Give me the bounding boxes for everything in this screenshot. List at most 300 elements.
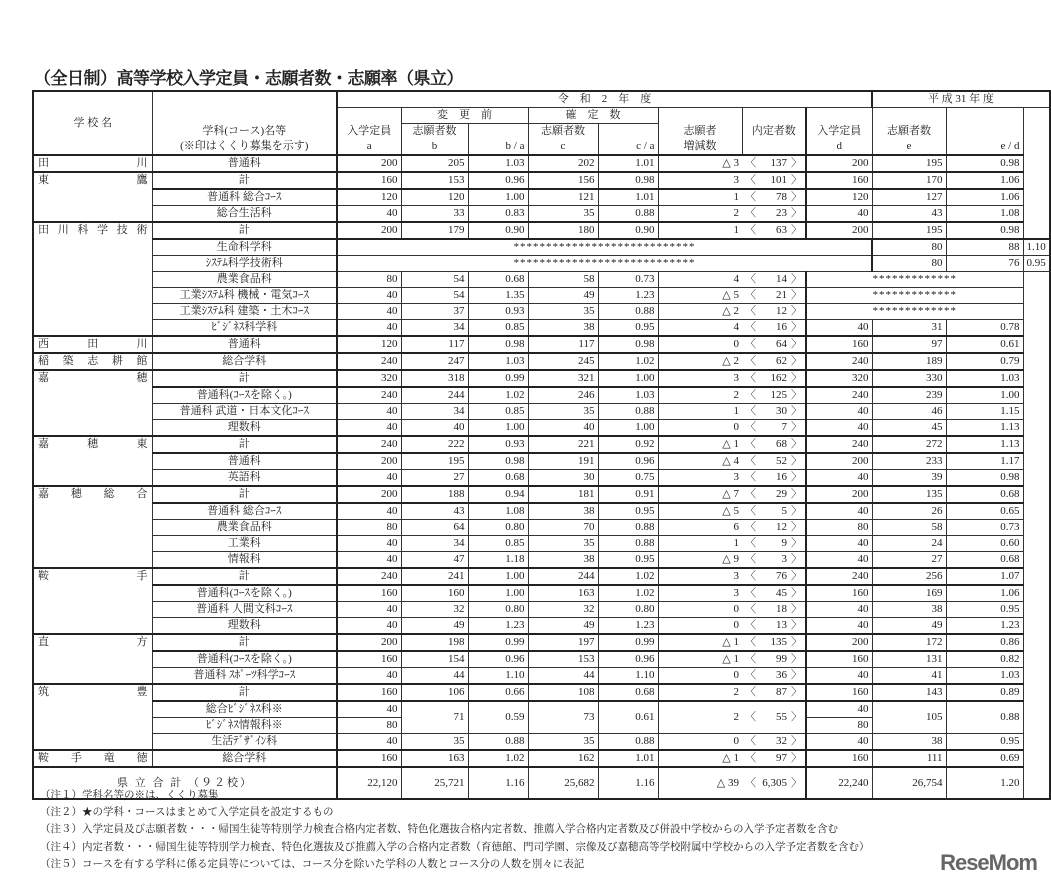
ratio-e-d: 0.88 bbox=[946, 701, 1023, 734]
capacity-d: 160 bbox=[806, 585, 872, 602]
applicant-change: △ 5 bbox=[658, 288, 742, 304]
applicants-c: 30 bbox=[528, 470, 598, 487]
capacity-a: 200 bbox=[337, 453, 401, 470]
ratio-e-d: 0.95 bbox=[946, 602, 1023, 618]
applicants-e: 111 bbox=[872, 750, 946, 767]
table-row bbox=[33, 684, 1050, 701]
total-applicants-e: 26,754 bbox=[872, 767, 946, 799]
school-name: 筑豊 bbox=[33, 684, 152, 750]
naitei-count: 〈 30 〉 bbox=[742, 404, 806, 420]
school-name: 東鷹 bbox=[33, 172, 152, 222]
ratio-e-d: 1.06 bbox=[946, 585, 1023, 602]
ratio-b-a: 0.93 bbox=[468, 304, 528, 320]
naitei-count: 〈 78 〉 bbox=[742, 189, 806, 206]
ratio-b-a: 1.23 bbox=[468, 618, 528, 635]
table-row bbox=[33, 304, 1050, 320]
department-name: 計 bbox=[152, 172, 337, 189]
ratio-c-a: 0.91 bbox=[598, 486, 658, 503]
naitei-count: 〈 76 〉 bbox=[742, 568, 806, 585]
ratio-e-d: 0.79 bbox=[946, 353, 1023, 370]
ratio-b-a: 0.85 bbox=[468, 320, 528, 337]
naitei-count: 〈 45 〉 bbox=[742, 585, 806, 602]
capacity-d: 40 bbox=[806, 420, 872, 437]
total-capacity-a: 22,120 bbox=[337, 767, 401, 799]
applicants-c: 153 bbox=[528, 651, 598, 668]
capacity-a: 240 bbox=[337, 436, 401, 453]
ratio-c-a: 0.80 bbox=[598, 602, 658, 618]
applicants-e: 170 bbox=[872, 172, 946, 189]
naitei-count: 〈 55 〉 bbox=[742, 701, 806, 734]
applicant-change: 0 bbox=[658, 602, 742, 618]
header-dept-note: (※印はくくり募集を示す) bbox=[180, 140, 309, 152]
capacity-d: 40 bbox=[806, 602, 872, 618]
ratio-b-a: 0.83 bbox=[468, 206, 528, 223]
applicant-change: 0 bbox=[658, 734, 742, 751]
school-name: 直方 bbox=[33, 634, 152, 684]
applicants-b: 244 bbox=[401, 387, 468, 404]
applicant-change: △ 2 bbox=[658, 304, 742, 320]
table-row bbox=[33, 536, 1050, 552]
table-row bbox=[33, 701, 1050, 718]
total-capacity-d: 22,240 bbox=[806, 767, 872, 799]
applicants-e: 330 bbox=[872, 370, 946, 387]
applicants-c: 35 bbox=[528, 304, 598, 320]
applicant-change: 4 bbox=[658, 320, 742, 337]
ratio-c-a: 0.68 bbox=[598, 684, 658, 701]
ratio-b-a: 0.96 bbox=[468, 172, 528, 189]
header-applicants-label: 志願者数 bbox=[412, 125, 457, 137]
header-diff bbox=[658, 108, 742, 156]
footnote: （注２）★の学科・コースはまとめて入学定員を設定するもの bbox=[40, 807, 334, 819]
department-name: 計 bbox=[152, 222, 337, 239]
applicant-change: 0 bbox=[658, 336, 742, 353]
applicants-b: 160 bbox=[401, 585, 468, 602]
applicants-c: 40 bbox=[528, 420, 598, 437]
ratio-b-a: 1.00 bbox=[468, 420, 528, 437]
department-name: 計 bbox=[152, 634, 337, 651]
applicants-b: 247 bbox=[401, 353, 468, 370]
table-row bbox=[33, 387, 1050, 404]
ratio-c-a: 1.00 bbox=[598, 420, 658, 437]
applicant-change: △ 2 bbox=[658, 353, 742, 370]
naitei-count: 〈 135 〉 bbox=[742, 634, 806, 651]
table-row bbox=[33, 272, 1050, 288]
department-name: 計 bbox=[152, 370, 337, 387]
naitei-count: 〈 16 〉 bbox=[742, 470, 806, 487]
department-name: 計 bbox=[152, 568, 337, 585]
applicants-e: 31 bbox=[872, 320, 946, 337]
ratio-e-d: 1.23 bbox=[946, 618, 1023, 635]
header-a: a bbox=[366, 140, 372, 152]
table-row bbox=[33, 370, 1050, 387]
capacity-a: 40 bbox=[337, 470, 401, 487]
page-title: （全日制）高等学校入学定員・志願者数・志願率（県立） bbox=[34, 69, 463, 88]
capacity-d: 40 bbox=[806, 404, 872, 420]
capacity-d: 240 bbox=[806, 436, 872, 453]
ratio-b-a: 1.08 bbox=[468, 503, 528, 520]
ratio-b-a: 1.02 bbox=[468, 387, 528, 404]
ratio-b-a: 1.03 bbox=[468, 155, 528, 172]
table-row bbox=[33, 453, 1050, 470]
applicants-e: 195 bbox=[872, 222, 946, 239]
header-ba: b / a bbox=[468, 124, 528, 156]
capacity-d: 200 bbox=[806, 634, 872, 651]
header-c: c bbox=[560, 140, 566, 152]
ratio-c-a: 0.88 bbox=[598, 304, 658, 320]
ratio-c-a: 1.02 bbox=[598, 568, 658, 585]
naitei-count: 〈 36 〉 bbox=[742, 668, 806, 685]
footnote: （注５）コースを有する学科に係る定員等については、コース分を除いた学科の人数とコース分の人数を別々に表記 bbox=[40, 858, 585, 870]
ratio-b-a: 0.68 bbox=[468, 470, 528, 487]
capacity-d: 200 bbox=[806, 486, 872, 503]
masked-prev-values: ************* bbox=[806, 272, 1023, 288]
ratio-e-d: 1.17 bbox=[946, 453, 1023, 470]
department-name: 普通科(ｺｰｽを除く。) bbox=[152, 585, 337, 602]
applicants-e: 24 bbox=[872, 536, 946, 552]
applicants-b: 34 bbox=[401, 320, 468, 337]
applicants-c: 70 bbox=[528, 520, 598, 536]
applicants-c: 321 bbox=[528, 370, 598, 387]
admissions-table bbox=[32, 90, 1051, 800]
applicants-b: 27 bbox=[401, 470, 468, 487]
applicants-e: 41 bbox=[872, 668, 946, 685]
capacity-a: 40 bbox=[337, 288, 401, 304]
ratio-b-a: 1.18 bbox=[468, 552, 528, 569]
naitei-count: 〈 32 〉 bbox=[742, 734, 806, 751]
ratio-b-a: 0.66 bbox=[468, 684, 528, 701]
ratio-b-a: 1.00 bbox=[468, 585, 528, 602]
department-name: 普通科(ｺｰｽを除く。) bbox=[152, 387, 337, 404]
applicants-b: 241 bbox=[401, 568, 468, 585]
ratio-c-a: 1.23 bbox=[598, 288, 658, 304]
naitei-count: 〈 29 〉 bbox=[742, 486, 806, 503]
department-name: ｼｽﾃﾑ科学技術科 bbox=[152, 256, 337, 272]
ratio-e-d: 0.98 bbox=[946, 222, 1023, 239]
header-school: 学 校 名 bbox=[33, 91, 152, 155]
table-row bbox=[33, 189, 1050, 206]
ratio-c-a: 1.01 bbox=[598, 155, 658, 172]
ratio-e-d: 1.10 bbox=[1023, 239, 1050, 256]
table-row bbox=[33, 206, 1050, 223]
capacity-a: 200 bbox=[337, 222, 401, 239]
applicants-c: 246 bbox=[528, 387, 598, 404]
ratio-c-a: 1.01 bbox=[598, 750, 658, 767]
ratio-c-a: 1.10 bbox=[598, 668, 658, 685]
header-r2: 令 和 2 年 度 bbox=[337, 91, 872, 108]
ratio-c-a: 0.88 bbox=[598, 734, 658, 751]
capacity-a: 120 bbox=[337, 336, 401, 353]
naitei-count: 〈 23 〉 bbox=[742, 206, 806, 223]
applicant-change: 3 bbox=[658, 585, 742, 602]
department-name: 理数科 bbox=[152, 420, 337, 437]
school-name: 嘉穂東 bbox=[33, 436, 152, 486]
school-name: 嘉穂総合 bbox=[33, 486, 152, 568]
capacity-a: 40 bbox=[337, 701, 401, 718]
capacity-d: 200 bbox=[806, 155, 872, 172]
ratio-e-d: 0.78 bbox=[946, 320, 1023, 337]
applicants-b: 318 bbox=[401, 370, 468, 387]
table-row bbox=[33, 288, 1050, 304]
department-name: ﾋﾞｼﾞﾈｽ情報科※ bbox=[152, 718, 337, 734]
table-row bbox=[33, 503, 1050, 520]
applicants-b: 43 bbox=[401, 503, 468, 520]
capacity-d: 200 bbox=[806, 453, 872, 470]
naitei-count: 〈 62 〉 bbox=[742, 353, 806, 370]
capacity-a: 160 bbox=[337, 684, 401, 701]
ratio-c-a: 0.96 bbox=[598, 651, 658, 668]
applicants-e: 143 bbox=[872, 684, 946, 701]
naitei-count: 〈 97 〉 bbox=[742, 750, 806, 767]
applicants-c: 163 bbox=[528, 585, 598, 602]
table-row bbox=[33, 256, 1050, 272]
capacity-a: 40 bbox=[337, 320, 401, 337]
naitei-count: 〈 3 〉 bbox=[742, 552, 806, 569]
ratio-b-a: 1.03 bbox=[468, 353, 528, 370]
header-capacity-a bbox=[337, 108, 401, 156]
applicants-b: 117 bbox=[401, 336, 468, 353]
department-name: 普通科(ｺｰｽを除く。) bbox=[152, 651, 337, 668]
capacity-d: 160 bbox=[806, 172, 872, 189]
applicants-c: 44 bbox=[528, 668, 598, 685]
applicants-c: 58 bbox=[528, 272, 598, 288]
applicant-change: △ 1 bbox=[658, 750, 742, 767]
ratio-c-a: 1.03 bbox=[598, 387, 658, 404]
header-diff-1: 志願者 bbox=[683, 125, 717, 137]
applicants-e: 49 bbox=[872, 618, 946, 635]
applicants-b: 34 bbox=[401, 536, 468, 552]
header-capacity-label: 入学定員 bbox=[347, 125, 392, 137]
ratio-b-a: 0.68 bbox=[468, 272, 528, 288]
applicant-change: 0 bbox=[658, 618, 742, 635]
applicants-e: 169 bbox=[872, 585, 946, 602]
department-name: 普通科 総合ｺｰｽ bbox=[152, 189, 337, 206]
applicants-c: 32 bbox=[528, 602, 598, 618]
ratio-b-a: 1.10 bbox=[468, 668, 528, 685]
table-row bbox=[33, 634, 1050, 651]
capacity-d: 80 bbox=[872, 256, 946, 272]
capacity-a: 160 bbox=[337, 750, 401, 767]
capacity-d: 160 bbox=[806, 336, 872, 353]
masked-values: **************************** bbox=[337, 239, 872, 256]
applicants-c: 35 bbox=[528, 206, 598, 223]
school-name: 西田川 bbox=[33, 336, 152, 353]
ratio-c-a: 1.01 bbox=[598, 189, 658, 206]
applicants-b: 54 bbox=[401, 272, 468, 288]
capacity-a: 160 bbox=[337, 651, 401, 668]
applicants-b: 222 bbox=[401, 436, 468, 453]
header-before: 変 更 前 bbox=[401, 108, 528, 124]
footnote: （注１）学科名等の※は、くくり募集 bbox=[40, 790, 219, 801]
applicant-change: △ 1 bbox=[658, 651, 742, 668]
ratio-c-a: 0.61 bbox=[598, 701, 658, 734]
applicants-c: 38 bbox=[528, 503, 598, 520]
total-ratio-b-a: 1.16 bbox=[468, 767, 528, 799]
applicants-b: 44 bbox=[401, 668, 468, 685]
applicants-b: 179 bbox=[401, 222, 468, 239]
ratio-e-d: 0.68 bbox=[946, 552, 1023, 569]
applicants-b: 163 bbox=[401, 750, 468, 767]
applicants-c: 244 bbox=[528, 568, 598, 585]
capacity-a: 200 bbox=[337, 486, 401, 503]
ratio-e-d: 1.00 bbox=[946, 387, 1023, 404]
ratio-b-a: 0.90 bbox=[468, 222, 528, 239]
school-name: 鞍手竜徳 bbox=[33, 750, 152, 767]
header-e: e bbox=[906, 140, 912, 152]
naitei-count: 〈 162 〉 bbox=[742, 370, 806, 387]
header-dept-label: 学科(コース)名等 bbox=[202, 125, 287, 137]
applicants-b: 106 bbox=[401, 684, 468, 701]
applicants-b: 40 bbox=[401, 420, 468, 437]
ratio-e-d: 0.61 bbox=[946, 336, 1023, 353]
capacity-d: 200 bbox=[806, 222, 872, 239]
department-name: 計 bbox=[152, 684, 337, 701]
capacity-a: 200 bbox=[337, 155, 401, 172]
header-naitei: 内定者数 bbox=[742, 108, 806, 156]
department-name: 生活ﾃﾞｻﾞｲﾝ科 bbox=[152, 734, 337, 751]
naitei-count: 〈 16 〉 bbox=[742, 320, 806, 337]
ratio-e-d: 0.89 bbox=[946, 684, 1023, 701]
table-row bbox=[33, 470, 1050, 487]
capacity-d: 80 bbox=[806, 520, 872, 536]
naitei-count: 〈 14 〉 bbox=[742, 272, 806, 288]
applicants-e: 39 bbox=[872, 470, 946, 487]
ratio-b-a: 0.99 bbox=[468, 634, 528, 651]
applicants-b: 188 bbox=[401, 486, 468, 503]
ratio-c-a: 0.99 bbox=[598, 634, 658, 651]
department-name: ﾋﾞｼﾞﾈｽ科学科 bbox=[152, 320, 337, 337]
ratio-c-a: 0.88 bbox=[598, 536, 658, 552]
naitei-count: 〈 18 〉 bbox=[742, 602, 806, 618]
capacity-a: 200 bbox=[337, 634, 401, 651]
applicants-c: 38 bbox=[528, 320, 598, 337]
ratio-e-d: 0.82 bbox=[946, 651, 1023, 668]
ratio-c-a: 1.23 bbox=[598, 618, 658, 635]
naitei-count: 〈 101 〉 bbox=[742, 172, 806, 189]
header-capacity-label-2: 入学定員 bbox=[817, 125, 862, 137]
applicants-e: 272 bbox=[872, 436, 946, 453]
ratio-c-a: 0.88 bbox=[598, 520, 658, 536]
naitei-count: 〈 63 〉 bbox=[742, 222, 806, 239]
table-row bbox=[33, 520, 1050, 536]
applicant-change: 1 bbox=[658, 189, 742, 206]
applicants-e: 239 bbox=[872, 387, 946, 404]
total-applicant-change: △ 39 bbox=[658, 767, 742, 799]
ratio-c-a: 0.88 bbox=[598, 404, 658, 420]
capacity-a: 40 bbox=[337, 618, 401, 635]
department-name: 理数科 bbox=[152, 618, 337, 635]
table-row bbox=[33, 172, 1050, 189]
applicants-c: 49 bbox=[528, 618, 598, 635]
ratio-c-a: 0.98 bbox=[598, 336, 658, 353]
ratio-b-a: 1.00 bbox=[468, 189, 528, 206]
applicants-c: 121 bbox=[528, 189, 598, 206]
ratio-e-d: 0.95 bbox=[946, 734, 1023, 751]
capacity-d: 40 bbox=[806, 320, 872, 337]
table-row bbox=[33, 420, 1050, 437]
ratio-c-a: 0.95 bbox=[598, 503, 658, 520]
capacity-a: 40 bbox=[337, 602, 401, 618]
school-name: 鞍手 bbox=[33, 568, 152, 634]
applicant-change: 3 bbox=[658, 568, 742, 585]
applicant-change: △ 5 bbox=[658, 503, 742, 520]
department-name: 総合学科 bbox=[152, 353, 337, 370]
capacity-a: 40 bbox=[337, 420, 401, 437]
ratio-b-a: 1.02 bbox=[468, 750, 528, 767]
ratio-b-a: 1.00 bbox=[468, 568, 528, 585]
capacity-d: 40 bbox=[806, 668, 872, 685]
capacity-a: 240 bbox=[337, 387, 401, 404]
table-row bbox=[33, 336, 1050, 353]
applicant-change: 3 bbox=[658, 470, 742, 487]
applicants-b: 54 bbox=[401, 288, 468, 304]
naitei-count: 〈 12 〉 bbox=[742, 304, 806, 320]
applicants-c: 108 bbox=[528, 684, 598, 701]
ratio-e-d: 1.15 bbox=[946, 404, 1023, 420]
capacity-d: 160 bbox=[806, 750, 872, 767]
applicant-change: 1 bbox=[658, 404, 742, 420]
applicants-b: 33 bbox=[401, 206, 468, 223]
ratio-b-a: 0.85 bbox=[468, 404, 528, 420]
ratio-c-a: 0.90 bbox=[598, 222, 658, 239]
naitei-count: 〈 13 〉 bbox=[742, 618, 806, 635]
applicants-c: 221 bbox=[528, 436, 598, 453]
applicants-e: 58 bbox=[872, 520, 946, 536]
applicants-b: 47 bbox=[401, 552, 468, 569]
header-dept bbox=[152, 91, 337, 155]
capacity-a: 40 bbox=[337, 552, 401, 569]
applicants-c: 180 bbox=[528, 222, 598, 239]
applicant-change: △ 1 bbox=[658, 436, 742, 453]
applicants-b: 198 bbox=[401, 634, 468, 651]
applicants-e: 27 bbox=[872, 552, 946, 569]
department-name: 工業科 bbox=[152, 536, 337, 552]
applicants-b: 71 bbox=[401, 701, 468, 734]
capacity-d: 240 bbox=[806, 568, 872, 585]
ratio-b-a: 0.80 bbox=[468, 520, 528, 536]
total-ratio-e-d: 1.20 bbox=[946, 767, 1023, 799]
applicants-b: 120 bbox=[401, 189, 468, 206]
capacity-d: 40 bbox=[806, 503, 872, 520]
department-name: 英語科 bbox=[152, 470, 337, 487]
capacity-a: 160 bbox=[337, 585, 401, 602]
school-name: 稲築志耕館 bbox=[33, 353, 152, 370]
department-name: 普通科 bbox=[152, 336, 337, 353]
capacity-a: 40 bbox=[337, 503, 401, 520]
applicant-change: △ 7 bbox=[658, 486, 742, 503]
applicant-change: 1 bbox=[658, 536, 742, 552]
header-capacity-d bbox=[806, 108, 872, 156]
applicants-e: 97 bbox=[872, 336, 946, 353]
naitei-count: 〈 7 〉 bbox=[742, 420, 806, 437]
capacity-a: 40 bbox=[337, 404, 401, 420]
header-applicants-b bbox=[401, 124, 468, 156]
ratio-c-a: 0.98 bbox=[598, 172, 658, 189]
capacity-d: 160 bbox=[806, 684, 872, 701]
applicants-e: 38 bbox=[872, 602, 946, 618]
department-name: 普通科 bbox=[152, 453, 337, 470]
applicant-change: 1 bbox=[658, 222, 742, 239]
resemom-logo: ReseMom bbox=[940, 850, 1037, 875]
total-applicants-b: 25,721 bbox=[401, 767, 468, 799]
table-row bbox=[33, 320, 1050, 337]
applicants-c: 156 bbox=[528, 172, 598, 189]
applicants-c: 35 bbox=[528, 536, 598, 552]
ratio-c-a: 0.88 bbox=[598, 206, 658, 223]
department-name: 普通科 武道・日本文化ｺｰｽ bbox=[152, 404, 337, 420]
capacity-d: 40 bbox=[806, 206, 872, 223]
capacity-d: 240 bbox=[806, 387, 872, 404]
header-ed: e / d bbox=[946, 108, 1023, 156]
